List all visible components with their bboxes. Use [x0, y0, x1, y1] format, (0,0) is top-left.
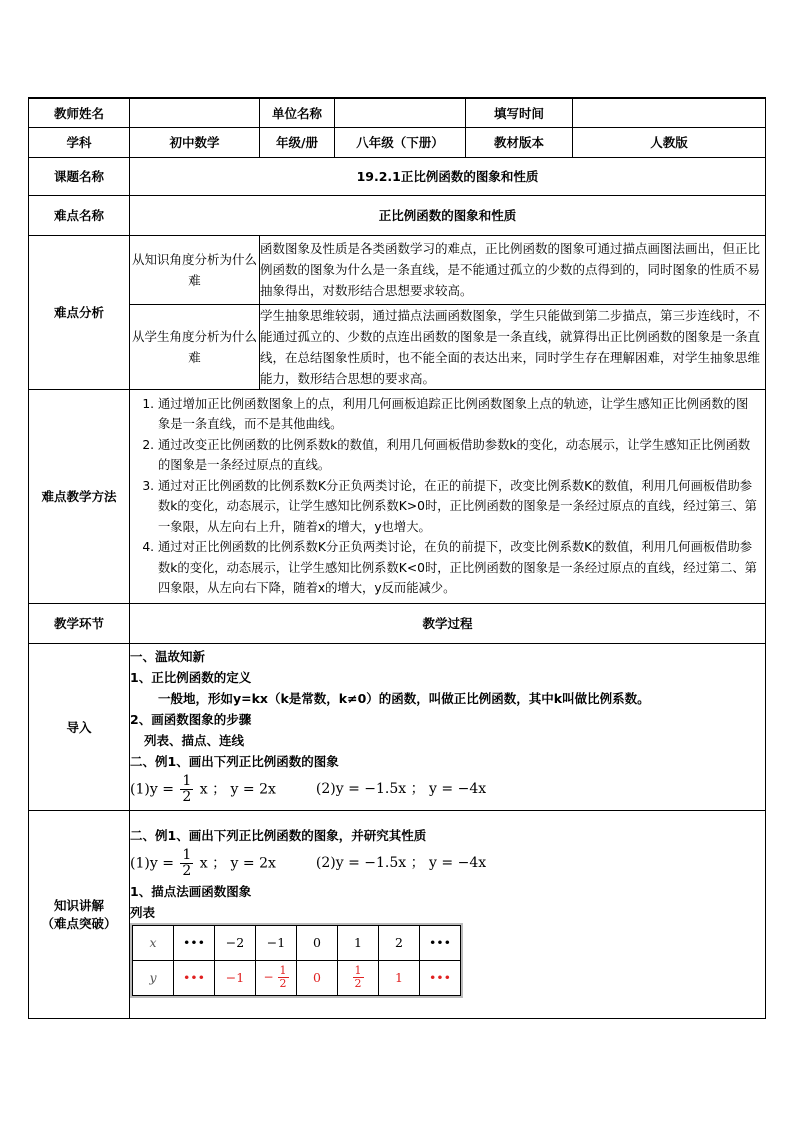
y-cell: −1 [215, 960, 256, 995]
intro-example-heading: 二、例1、画出下列正比例函数的图象 [130, 754, 339, 769]
x-cell: 0 [297, 925, 338, 960]
teacher-value [130, 98, 260, 127]
y-cell [338, 960, 379, 995]
intro-content [130, 643, 766, 810]
method-cell [130, 389, 766, 603]
knowledge-formula-2: (2)y = −1.5x ； y = −4x [315, 854, 487, 871]
topic-label: 课题名称 [29, 157, 130, 195]
y-cell [256, 960, 297, 995]
y-fraction-neg-half [278, 965, 289, 990]
knowledge-formula-1 [130, 848, 276, 879]
difficulty-value: 正比例函数的图象和性质 [130, 195, 766, 235]
intro-definition-heading: 1、正比例函数的定义 [130, 670, 252, 685]
y-cell: ••• [174, 960, 215, 995]
edition-value: 人教版 [573, 127, 766, 157]
knowledge-label-line1: 知识讲解 [53, 898, 104, 913]
subject-label: 学科 [29, 127, 130, 157]
y-row [133, 960, 461, 995]
y-cell: 1 [379, 960, 420, 995]
analysis-row-knowledge [29, 235, 766, 304]
y-label: y [133, 960, 174, 995]
y-frac-sign: − [263, 970, 274, 984]
analysis-label: 难点分析 [29, 235, 130, 389]
value-table-frame [130, 923, 463, 998]
x-cell: ••• [174, 925, 215, 960]
knowledge-label [29, 810, 130, 1018]
lesson-plan-table [28, 97, 766, 1019]
unit-label: 单位名称 [260, 98, 335, 127]
grade-value: 八年级（下册） [335, 127, 466, 157]
y-cell: ••• [420, 960, 461, 995]
formula-suffix: x ； y = 2x [199, 781, 276, 798]
fraction-numerator: 1 [279, 964, 287, 977]
teacher-label: 教师姓名 [29, 98, 130, 127]
intro-formula-2: (2)y = −1.5x ； y = −4x [315, 781, 487, 797]
lesson-plan-page [28, 97, 765, 1019]
student-angle-text: 学生抽象思维较弱，通过描点法画函数图象，学生只能做到第二步描点，第三步连线时，不能通过孤立的、少数的点连出函数的图象是一条直线，就算得出正比例函数的图象是一条直线，在总结图象性质时，也不能全面的表达出来，同时学生存在理解困难，对学生抽象思维能力，数形结合思想的要求高。 [260, 304, 766, 389]
method-item: 4. 通过对正比例函数的比例系数K分正负两类讨论，在负的前提下，改变比例系数K的数值，利用几何画板借助参数k的变化，动态展示，让学生感知比例系数K<0时，正比例函数的图象是一条经过原点的直线，经过第二、第四象限，从左向右下降，随着x的增大，y反而能减少。 [158, 537, 759, 599]
x-cell: ••• [420, 925, 461, 960]
method-item: 1. 通过增加正比例函数图象上的点，利用几何画板追踪正比例函数图象上点的轨迹，让学生感知正比例函数的图象是一条直线，而不是其他曲线。 [158, 394, 759, 435]
fraction-denominator: 2 [279, 977, 287, 990]
grade-label: 年级/册 [260, 127, 335, 157]
formula-suffix: x ； y = 2x [199, 855, 276, 871]
fraction-denominator: 2 [354, 977, 362, 990]
intro-label: 导入 [29, 643, 130, 810]
fraction-numerator: 1 [182, 773, 192, 789]
unit-value [335, 98, 466, 127]
topic-row [29, 157, 766, 195]
difficulty-label: 难点名称 [29, 195, 130, 235]
intro-steps-text: 列表、描点、连线 [144, 733, 245, 748]
date-label: 填写时间 [466, 98, 573, 127]
x-cell: 1 [338, 925, 379, 960]
method-item: 3. 通过对正比例函数的比例系数K分正负两类讨论，在正的前提下，改变比例系数K的数值，利用几何画板借助参数k的变化，动态展示，让学生感知比例系数K>0时，正比例函数的图象是一条经过原点的直线，经过第三、第一象限，从左向右上升，随着x的增大，y也增大。 [158, 476, 759, 538]
process-step-label: 教学环节 [29, 603, 130, 643]
x-cell: −2 [215, 925, 256, 960]
student-angle-label: 从学生角度分析为什么难 [130, 304, 260, 389]
plotting-heading: 1、描点法画函数图象 [130, 883, 252, 899]
fraction-one-half [180, 848, 193, 879]
date-value [573, 98, 766, 127]
knowledge-angle-text: 函数图象及性质是各类函数学习的难点，正比例函数的图象可通过描点画图法画出，但正比例函数的图象为什么是一条直线，是不能通过孤立的少数的点得到的，同时图象的性质不易抽象得出，对数形结合思想要求较高。 [260, 235, 766, 304]
x-label: x [133, 925, 174, 960]
knowledge-label-line2: （难点突破） [41, 916, 117, 931]
header-row-1 [29, 98, 766, 127]
method-list [130, 390, 765, 603]
knowledge-angle-label: 从知识角度分析为什么难 [130, 235, 260, 304]
edition-label: 教材版本 [466, 127, 573, 157]
x-row [133, 925, 461, 960]
subject-value: 初中数学 [130, 127, 260, 157]
method-label: 难点教学方法 [29, 389, 130, 603]
knowledge-row [29, 810, 766, 1018]
intro-formula-line [130, 774, 765, 805]
x-cell: 2 [379, 925, 420, 960]
fraction-numerator: 1 [354, 964, 362, 977]
method-row [29, 389, 766, 603]
y-fraction-pos-half [353, 965, 364, 990]
value-table [132, 925, 461, 996]
intro-definition-text: 一般地，形如y=kx（k是常数，k≠0）的函数，叫做正比例函数，其中k叫做比例系数。 [158, 691, 650, 706]
formula-prefix: (1)y = [130, 781, 174, 798]
process-header-row [29, 603, 766, 643]
fraction-numerator: 1 [182, 846, 192, 863]
intro-heading-review: 一、温故知新 [130, 649, 206, 664]
table-heading: 列表 [130, 904, 156, 920]
knowledge-content [130, 810, 766, 1018]
intro-steps-heading: 2、画函数图象的步骤 [130, 712, 252, 727]
header-row-2 [29, 127, 766, 157]
y-cell: 0 [297, 960, 338, 995]
difficulty-row [29, 195, 766, 235]
intro-row [29, 643, 766, 810]
knowledge-formula-line [130, 848, 765, 879]
knowledge-example-heading: 二、例1、画出下列正比例函数的图象，并研究其性质 [130, 827, 427, 843]
intro-formula-1 [130, 774, 276, 805]
analysis-row-student [29, 304, 766, 389]
topic-value: 19.2.1正比例函数的图象和性质 [130, 157, 766, 195]
x-cell: −1 [256, 925, 297, 960]
fraction-denominator: 2 [182, 789, 192, 805]
method-item: 2. 通过改变正比例函数的比例系数k的数值，利用几何画板借助参数k的变化，动态展示，让学生感知正比例函数的图象是一条经过原点的直线。 [158, 435, 759, 476]
formula-prefix: (1)y = [130, 855, 174, 871]
fraction-one-half [180, 774, 193, 805]
fraction-denominator: 2 [182, 862, 192, 879]
process-label: 教学过程 [130, 603, 766, 643]
